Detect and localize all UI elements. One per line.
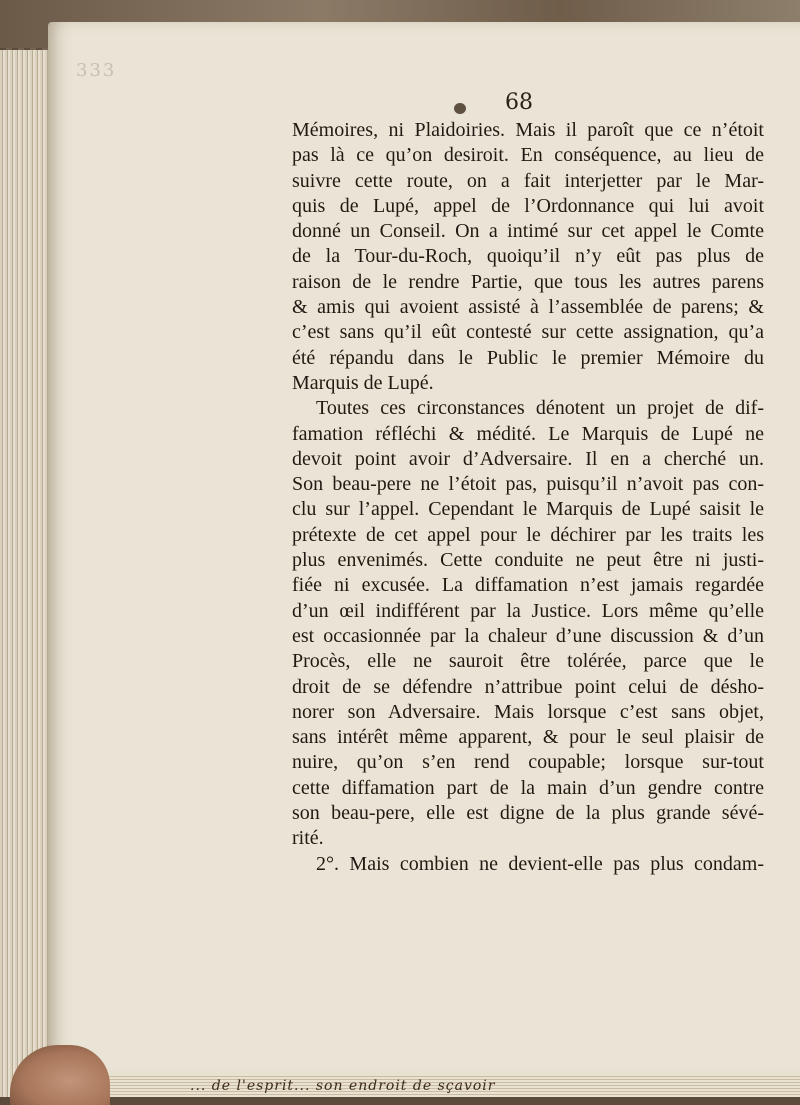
text-line: nuire, qu’on s’en rend coupable; lorsque sur-tout — [292, 751, 764, 774]
page-number: 68 — [505, 90, 533, 115]
text-line: Marquis de Lupé. — [292, 371, 434, 394]
text-line: c’est sans qu’il eût contesté sur cette assignation, qu’a — [292, 321, 764, 344]
text-line: de la Tour-du-Roch, quoiqu’il n’y eût pas plus de — [292, 245, 764, 268]
text-line: rité. — [292, 827, 324, 850]
text-line: Procès, elle ne sauroit être tolérée, parce que le — [292, 650, 764, 673]
text-line: cette diffamation part de la main d’un gendre contre — [292, 776, 764, 799]
text-line: norer son Adversaire. Mais lorsque c’est sans objet, — [292, 700, 764, 723]
text-line: raison de le rendre Partie, que tous les autres parens — [292, 270, 764, 293]
text-line: prétexte de cet appel pour le déchirer par les traits les — [292, 523, 764, 546]
text-line: Son beau-pere ne l’étoit pas, puisqu’il n’avoit pas con- — [292, 473, 764, 496]
text-line: suivre cette route, on a fait interjetter par le Mar- — [292, 169, 764, 192]
text-line: famation réfléchi & médité. Le Marquis de Lupé ne — [292, 422, 764, 445]
text-line: quis de Lupé, appel de l’Ordonnance qui lui avoit — [292, 194, 764, 217]
handwritten-note: ... de l'esprit... son endroit de sçavoir — [190, 1078, 496, 1094]
text-line: devoit point avoir d’Adversaire. Il en a cherché un. — [292, 447, 764, 470]
body-text — [292, 118, 764, 877]
text-line: fiée ni excusée. La diffamation n’est jamais regardée — [292, 574, 764, 597]
text-line: donné un Conseil. On a intimé sur cet appel le Comte — [292, 220, 764, 243]
text-line: Toutes ces circonstances dénotent un projet de dif- — [316, 397, 764, 420]
text-line: & amis qui avoient assisté à l’assemblée de parens; & — [292, 296, 764, 319]
text-line: son beau-pere, elle est digne de la plus grande sévé- — [292, 802, 764, 825]
text-line: pas là ce qu’on desiroit. En conséquence, au lieu de — [292, 144, 764, 167]
text-line: 2°. Mais combien ne devient-elle pas plus condam- — [316, 852, 764, 875]
text-line: droit de se défendre n’attribue point celui de désho- — [292, 675, 764, 698]
text-line: est occasionnée par la chaleur d’une discussion & d’un — [292, 624, 764, 647]
text-line: d’un œil indifférent par la Justice. Lors même qu’elle — [292, 599, 764, 622]
text-line: plus envenimés. Cette conduite ne peut être ni justi- — [292, 549, 764, 572]
text-line: clu sur l’appel. Cependant le Marquis de Lupé saisit le — [292, 498, 764, 521]
text-line: Mémoires, ni Plaidoiries. Mais il paroît que ce n’étoit — [292, 119, 764, 141]
corner-pencil-mark: 333 — [76, 60, 117, 81]
text-line: sans intérêt même apparent, & pour le seul plaisir de — [292, 726, 764, 749]
ink-stain — [454, 103, 466, 114]
text-line: été répandu dans le Public le premier Mémoire du — [292, 346, 764, 369]
